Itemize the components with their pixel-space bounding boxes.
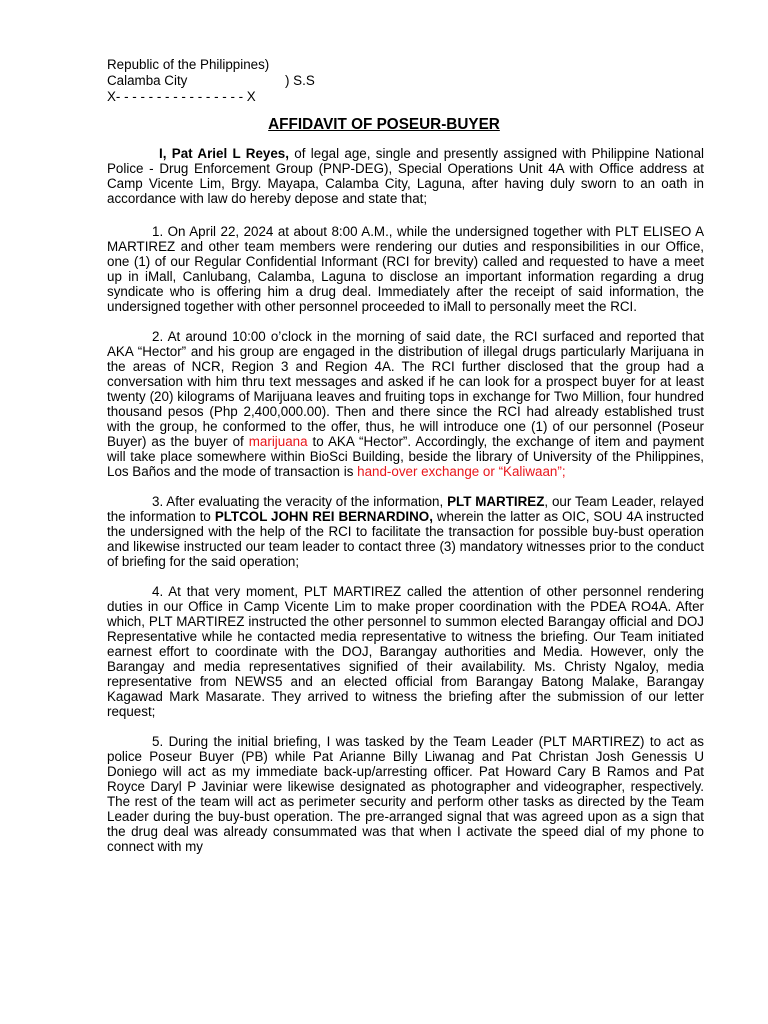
document-title: AFFIDAVIT OF POSEUR-BUYER xyxy=(268,116,500,133)
venue-caption xyxy=(107,57,315,105)
team-leader-name: PLT MARTIREZ xyxy=(447,494,545,509)
affidavit-body xyxy=(107,146,704,869)
paragraph-2 xyxy=(107,329,704,479)
caption-city: Calamba City xyxy=(107,73,188,88)
paragraph-3-text-b: , our Team Leader, relayed the information to xyxy=(107,494,704,524)
paragraph-4 xyxy=(107,584,704,719)
caption-line-separator: X- - - - - - - - - - - - - - - - X xyxy=(107,89,256,104)
caption-line-republic: Republic of the Philippines) xyxy=(107,57,270,72)
oic-name: PLTCOL JOHN REI BERNARDINO, xyxy=(214,509,433,524)
paragraph-5 xyxy=(107,734,704,854)
intro-text: of legal age, single and presently assigned with Philippine National Police - Drug Enforcement Group (PNP-DEG), Special Operations Unit 4A with Office address at Camp Vicente Lim, Brgy. Mayapa, Calamba City, Laguna, after having duly sworn to an oath in accordance with law do hereby depose and state that; xyxy=(107,146,704,206)
paragraph-3 xyxy=(107,494,704,569)
paragraph-3-text-a: 3. After evaluating the veracity of the information, xyxy=(152,494,448,509)
highlight-marijuana: marijuana xyxy=(248,434,308,449)
paragraph-1-text: 1. On April 22, 2024 at about 8:00 A.M., while the undersigned together with PLT ELISEO A MARTIREZ and other team members were rendering our duties and responsibilities in our Office, one (1) of our Regular Confidential Informant (RCI for brevity) called and requested to have a meet up in iMall, Canlubang, Calamba, Laguna to disclose an important information regarding a drug syndicate who is offering him a drug deal. Immediately after the receipt of said information, the undersigned together with other personnel proceeded to iMall to personally meet the RCI. xyxy=(107,224,704,314)
caption-ss: ) S.S xyxy=(285,73,315,88)
paragraph-1 xyxy=(107,224,704,314)
paragraph-4-text: 4. At that very moment, PLT MARTIREZ called the attention of other personnel rendering duties in our Office in Camp Vicente Lim to make proper coordination with the PDEA RO4A. After which, PLT MARTIREZ instructed the other personnel to summon elected Barangay official and DOJ Representative while he contacted media representative to witness the briefing. Our Team initiated earnest effort to coordinate with the DOJ, Barangay authorities and Media. However, only the Barangay and media representatives signified of their availability. Ms. Christy Ngaloy, media representative from NEWS5 and an elected official from Barangay Batong Malake, Barangay Kagawad Mark Masarate. They arrived to witness the briefing after the submission of our letter request; xyxy=(107,584,704,719)
caption-line-city xyxy=(107,73,315,89)
highlight-kaliwaan: hand-over exchange or “Kaliwaan”; xyxy=(357,464,566,479)
intro-paragraph xyxy=(107,146,704,206)
paragraph-3-text-c: wherein the latter as OIC, SOU 4A instructed the undersigned with the help of the RCI to facilitate the transaction for possible buy-bust operation and likewise instructed our team leader to contact three (3) mandatory witnesses prior to the conduct of briefing for the said operation; xyxy=(107,509,704,569)
affiant-name: I, Pat Ariel L Reyes, xyxy=(159,146,289,161)
paragraph-2-text-a: 2. At around 10:00 o’clock in the morning of said date, the RCI surfaced and reported that AKA “Hector” and his group are engaged in the distribution of illegal drugs particularly Marijuana in the areas of NCR, Region 3 and Region 4A. The RCI further disclosed that the group had a conversation with him thru text messages and asked if he can look for a prospect buyer for at least twenty (20) kilograms of Marijuana leaves and fruiting tops in exchange for Two Million, four hundred thousand pesos (Php 2,400,000.00). Then and there since the RCI had already established trust with the group, he conformed to the offer, thus, he will introduce one (1) of our personnel (Poseur Buyer) as the buyer of xyxy=(107,329,704,449)
paragraph-2-text-b: to AKA “Hector”. Accordingly, the exchange of item and payment will take place somewhere within BioSci Building, beside the library of University of the Philippines, Los Baños and the mode of transaction is xyxy=(107,434,704,479)
paragraph-5-text: 5. During the initial briefing, I was tasked by the Team Leader (PLT MARTIREZ) to act as police Poseur Buyer (PB) while Pat Arianne Billy Liwanag and Pat Christan Josh Genessis U Doniego will act as my immediate back-up/arresting officer. Pat Howard Cary B Ramos and Pat Royce Daryl P Javiniar were likewise designated as photographer and videographer, respectively. The rest of the team will act as perimeter security and perform other tasks as directed by the Team Leader during the buy-bust operation. The pre-arranged signal that was agreed upon as a sign that the drug deal was already consummated was that when I activate the speed dial of my phone to connect with my xyxy=(107,734,704,854)
